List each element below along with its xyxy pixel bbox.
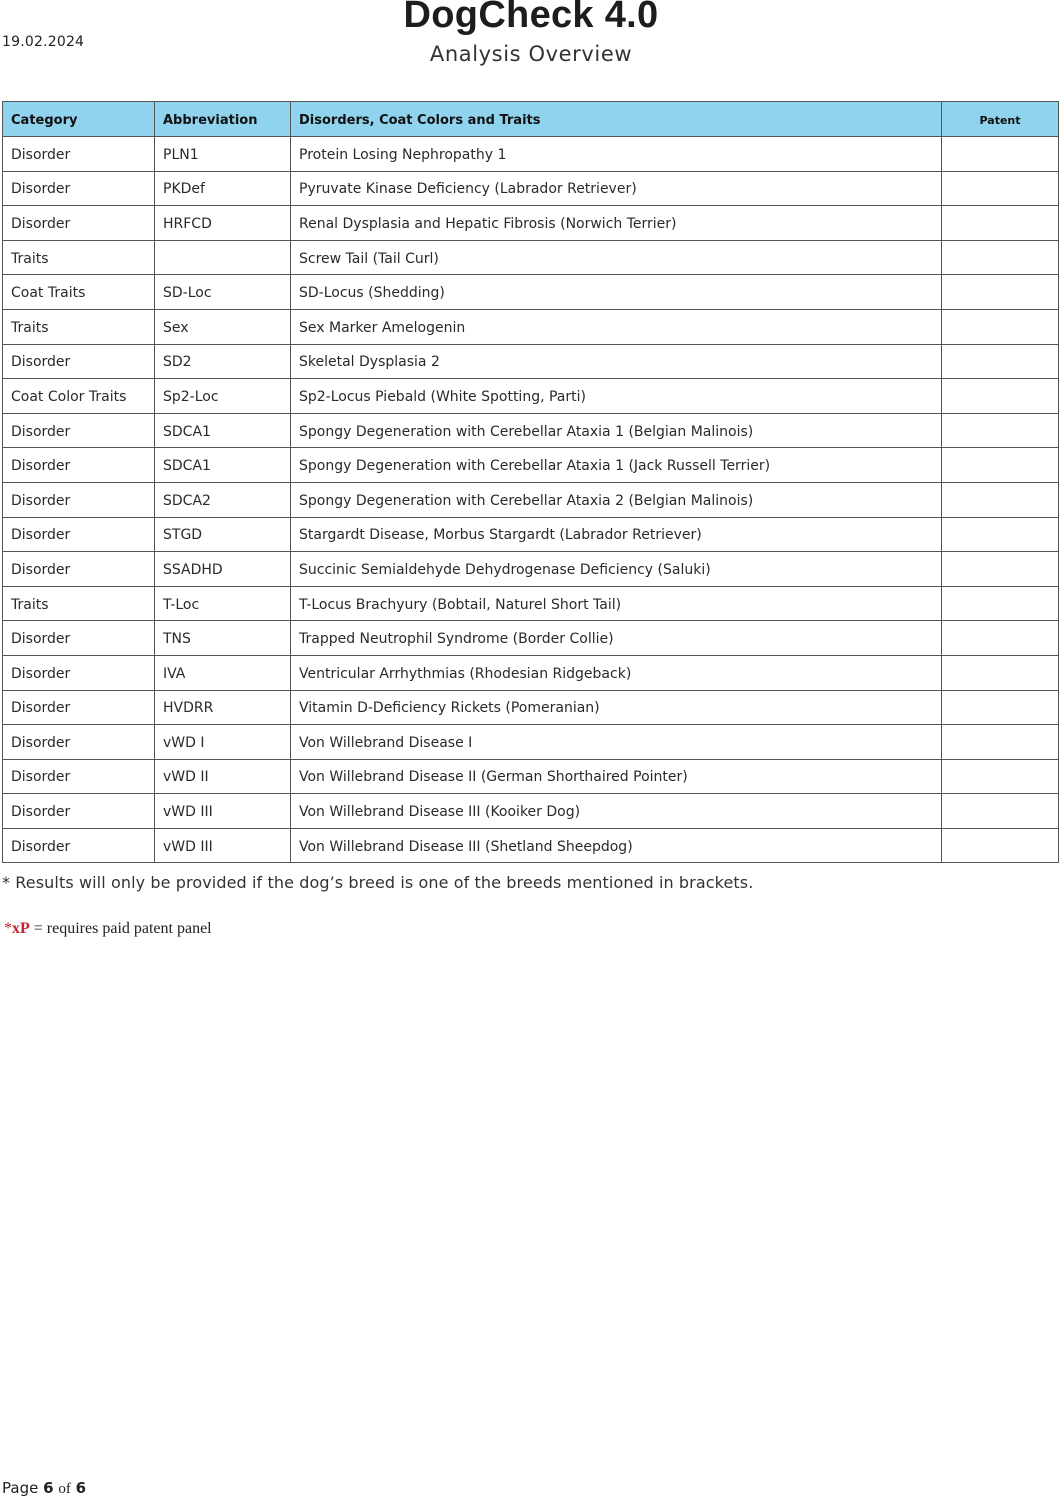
table-row (3, 586, 1059, 621)
cell-abbreviation: SDCA1 (155, 413, 291, 448)
table-row (3, 621, 1059, 656)
cell-category: Coat Traits (3, 275, 155, 310)
cell-abbreviation: vWD III (155, 794, 291, 829)
page-of: of (58, 1481, 71, 1497)
cell-abbreviation: HRFCD (155, 206, 291, 241)
cell-abbreviation: vWD II (155, 759, 291, 794)
cell-patent (942, 275, 1059, 310)
cell-abbreviation (155, 240, 291, 275)
cell-abbreviation: PKDef (155, 171, 291, 206)
table-row (3, 828, 1059, 863)
cell-abbreviation: IVA (155, 655, 291, 690)
cell-name: Succinic Semialdehyde Dehydrogenase Deficiency (Saluki) (291, 552, 942, 587)
cell-abbreviation: HVDRR (155, 690, 291, 725)
cell-name: Ventricular Arrhythmias (Rhodesian Ridgeback) (291, 655, 942, 690)
date-label: 19.02.2024 (2, 34, 85, 50)
cell-category: Disorder (3, 794, 155, 829)
cell-name: Protein Losing Nephropathy 1 (291, 137, 942, 172)
cell-abbreviation: SDCA1 (155, 448, 291, 483)
page-current: 6 (43, 1479, 54, 1497)
table-row (3, 413, 1059, 448)
patent-legend-text: = requires paid patent panel (29, 920, 212, 937)
cell-abbreviation: SSADHD (155, 552, 291, 587)
analysis-table (2, 101, 1059, 863)
page-total: 6 (75, 1479, 87, 1497)
patent-mark: xP (12, 920, 30, 937)
cell-category: Coat Color Traits (3, 379, 155, 414)
cell-category: Traits (3, 309, 155, 344)
column-header-name: Disorders, Coat Colors and Traits (291, 102, 942, 137)
table-row (3, 309, 1059, 344)
cell-category: Disorder (3, 759, 155, 794)
cell-abbreviation: STGD (155, 517, 291, 552)
table-row (3, 690, 1059, 725)
cell-category: Disorder (3, 725, 155, 760)
cell-category: Disorder (3, 655, 155, 690)
patent-legend (4, 920, 212, 938)
cell-name: Sp2-Locus Piebald (White Spotting, Parti) (291, 379, 942, 414)
cell-name: Spongy Degeneration with Cerebellar Ataxia 2 (Belgian Malinois) (291, 482, 942, 517)
table-row (3, 517, 1059, 552)
cell-patent (942, 448, 1059, 483)
cell-patent (942, 240, 1059, 275)
cell-name: Skeletal Dysplasia 2 (291, 344, 942, 379)
cell-name: Von Willebrand Disease II (German Shorthaired Pointer) (291, 759, 942, 794)
table-row (3, 344, 1059, 379)
column-header-category: Category (3, 102, 155, 137)
cell-category: Disorder (3, 344, 155, 379)
cell-patent (942, 379, 1059, 414)
cell-name: Vitamin D-Deficiency Rickets (Pomeranian) (291, 690, 942, 725)
table-row (3, 206, 1059, 241)
cell-patent (942, 586, 1059, 621)
cell-abbreviation: T-Loc (155, 586, 291, 621)
cell-patent (942, 482, 1059, 517)
cell-name: Renal Dysplasia and Hepatic Fibrosis (Norwich Terrier) (291, 206, 942, 241)
page-subtitle: Analysis Overview (429, 42, 633, 66)
cell-patent (942, 344, 1059, 379)
cell-patent (942, 171, 1059, 206)
cell-name: Pyruvate Kinase Deficiency (Labrador Retriever) (291, 171, 942, 206)
table-row (3, 794, 1059, 829)
cell-name: Stargardt Disease, Morbus Stargardt (Labrador Retriever) (291, 517, 942, 552)
column-header-patent: Patent (942, 102, 1059, 137)
cell-name: SD-Locus (Shedding) (291, 275, 942, 310)
cell-category: Disorder (3, 448, 155, 483)
cell-name: Screw Tail (Tail Curl) (291, 240, 942, 275)
cell-abbreviation: SD-Loc (155, 275, 291, 310)
table-body (3, 137, 1059, 863)
table-row (3, 655, 1059, 690)
cell-abbreviation: TNS (155, 621, 291, 656)
cell-name: Von Willebrand Disease I (291, 725, 942, 760)
page-number (2, 1479, 86, 1498)
cell-category: Disorder (3, 171, 155, 206)
table-row (3, 137, 1059, 172)
cell-category: Disorder (3, 482, 155, 517)
cell-abbreviation: Sex (155, 309, 291, 344)
cell-category: Traits (3, 586, 155, 621)
column-header-abbreviation: Abbreviation (155, 102, 291, 137)
table-header-row (3, 102, 1059, 137)
table-row (3, 482, 1059, 517)
cell-patent (942, 309, 1059, 344)
cell-abbreviation: Sp2-Loc (155, 379, 291, 414)
cell-category: Disorder (3, 413, 155, 448)
cell-abbreviation: SD2 (155, 344, 291, 379)
cell-patent (942, 621, 1059, 656)
page-label: Page (2, 1479, 39, 1497)
table-row (3, 240, 1059, 275)
cell-patent (942, 655, 1059, 690)
table-row (3, 379, 1059, 414)
cell-patent (942, 828, 1059, 863)
cell-patent (942, 413, 1059, 448)
cell-category: Disorder (3, 828, 155, 863)
cell-category: Disorder (3, 621, 155, 656)
cell-category: Disorder (3, 137, 155, 172)
cell-name: Spongy Degeneration with Cerebellar Ataxia 1 (Jack Russell Terrier) (291, 448, 942, 483)
cell-abbreviation: vWD I (155, 725, 291, 760)
breed-footnote: * Results will only be provided if the dog’s breed is one of the breeds mentioned in brackets. (2, 873, 754, 892)
patent-star: * (4, 920, 12, 937)
cell-category: Traits (3, 240, 155, 275)
cell-patent (942, 552, 1059, 587)
cell-category: Disorder (3, 206, 155, 241)
cell-patent (942, 690, 1059, 725)
cell-patent (942, 794, 1059, 829)
cell-abbreviation: SDCA2 (155, 482, 291, 517)
cell-category: Disorder (3, 690, 155, 725)
table-row (3, 552, 1059, 587)
cell-name: T-Locus Brachyury (Bobtail, Naturel Short Tail) (291, 586, 942, 621)
cell-patent (942, 206, 1059, 241)
cell-category: Disorder (3, 552, 155, 587)
cell-name: Sex Marker Amelogenin (291, 309, 942, 344)
cell-abbreviation: PLN1 (155, 137, 291, 172)
cell-abbreviation: vWD III (155, 828, 291, 863)
cell-patent (942, 137, 1059, 172)
cell-patent (942, 517, 1059, 552)
table-row (3, 171, 1059, 206)
cell-name: Von Willebrand Disease III (Shetland Sheepdog) (291, 828, 942, 863)
table-row (3, 275, 1059, 310)
page-title: DogCheck 4.0 (403, 0, 659, 36)
cell-name: Trapped Neutrophil Syndrome (Border Collie) (291, 621, 942, 656)
cell-name: Von Willebrand Disease III (Kooiker Dog) (291, 794, 942, 829)
cell-category: Disorder (3, 517, 155, 552)
table-row (3, 759, 1059, 794)
cell-patent (942, 725, 1059, 760)
cell-name: Spongy Degeneration with Cerebellar Ataxia 1 (Belgian Malinois) (291, 413, 942, 448)
table-row (3, 725, 1059, 760)
table-row (3, 448, 1059, 483)
cell-patent (942, 759, 1059, 794)
